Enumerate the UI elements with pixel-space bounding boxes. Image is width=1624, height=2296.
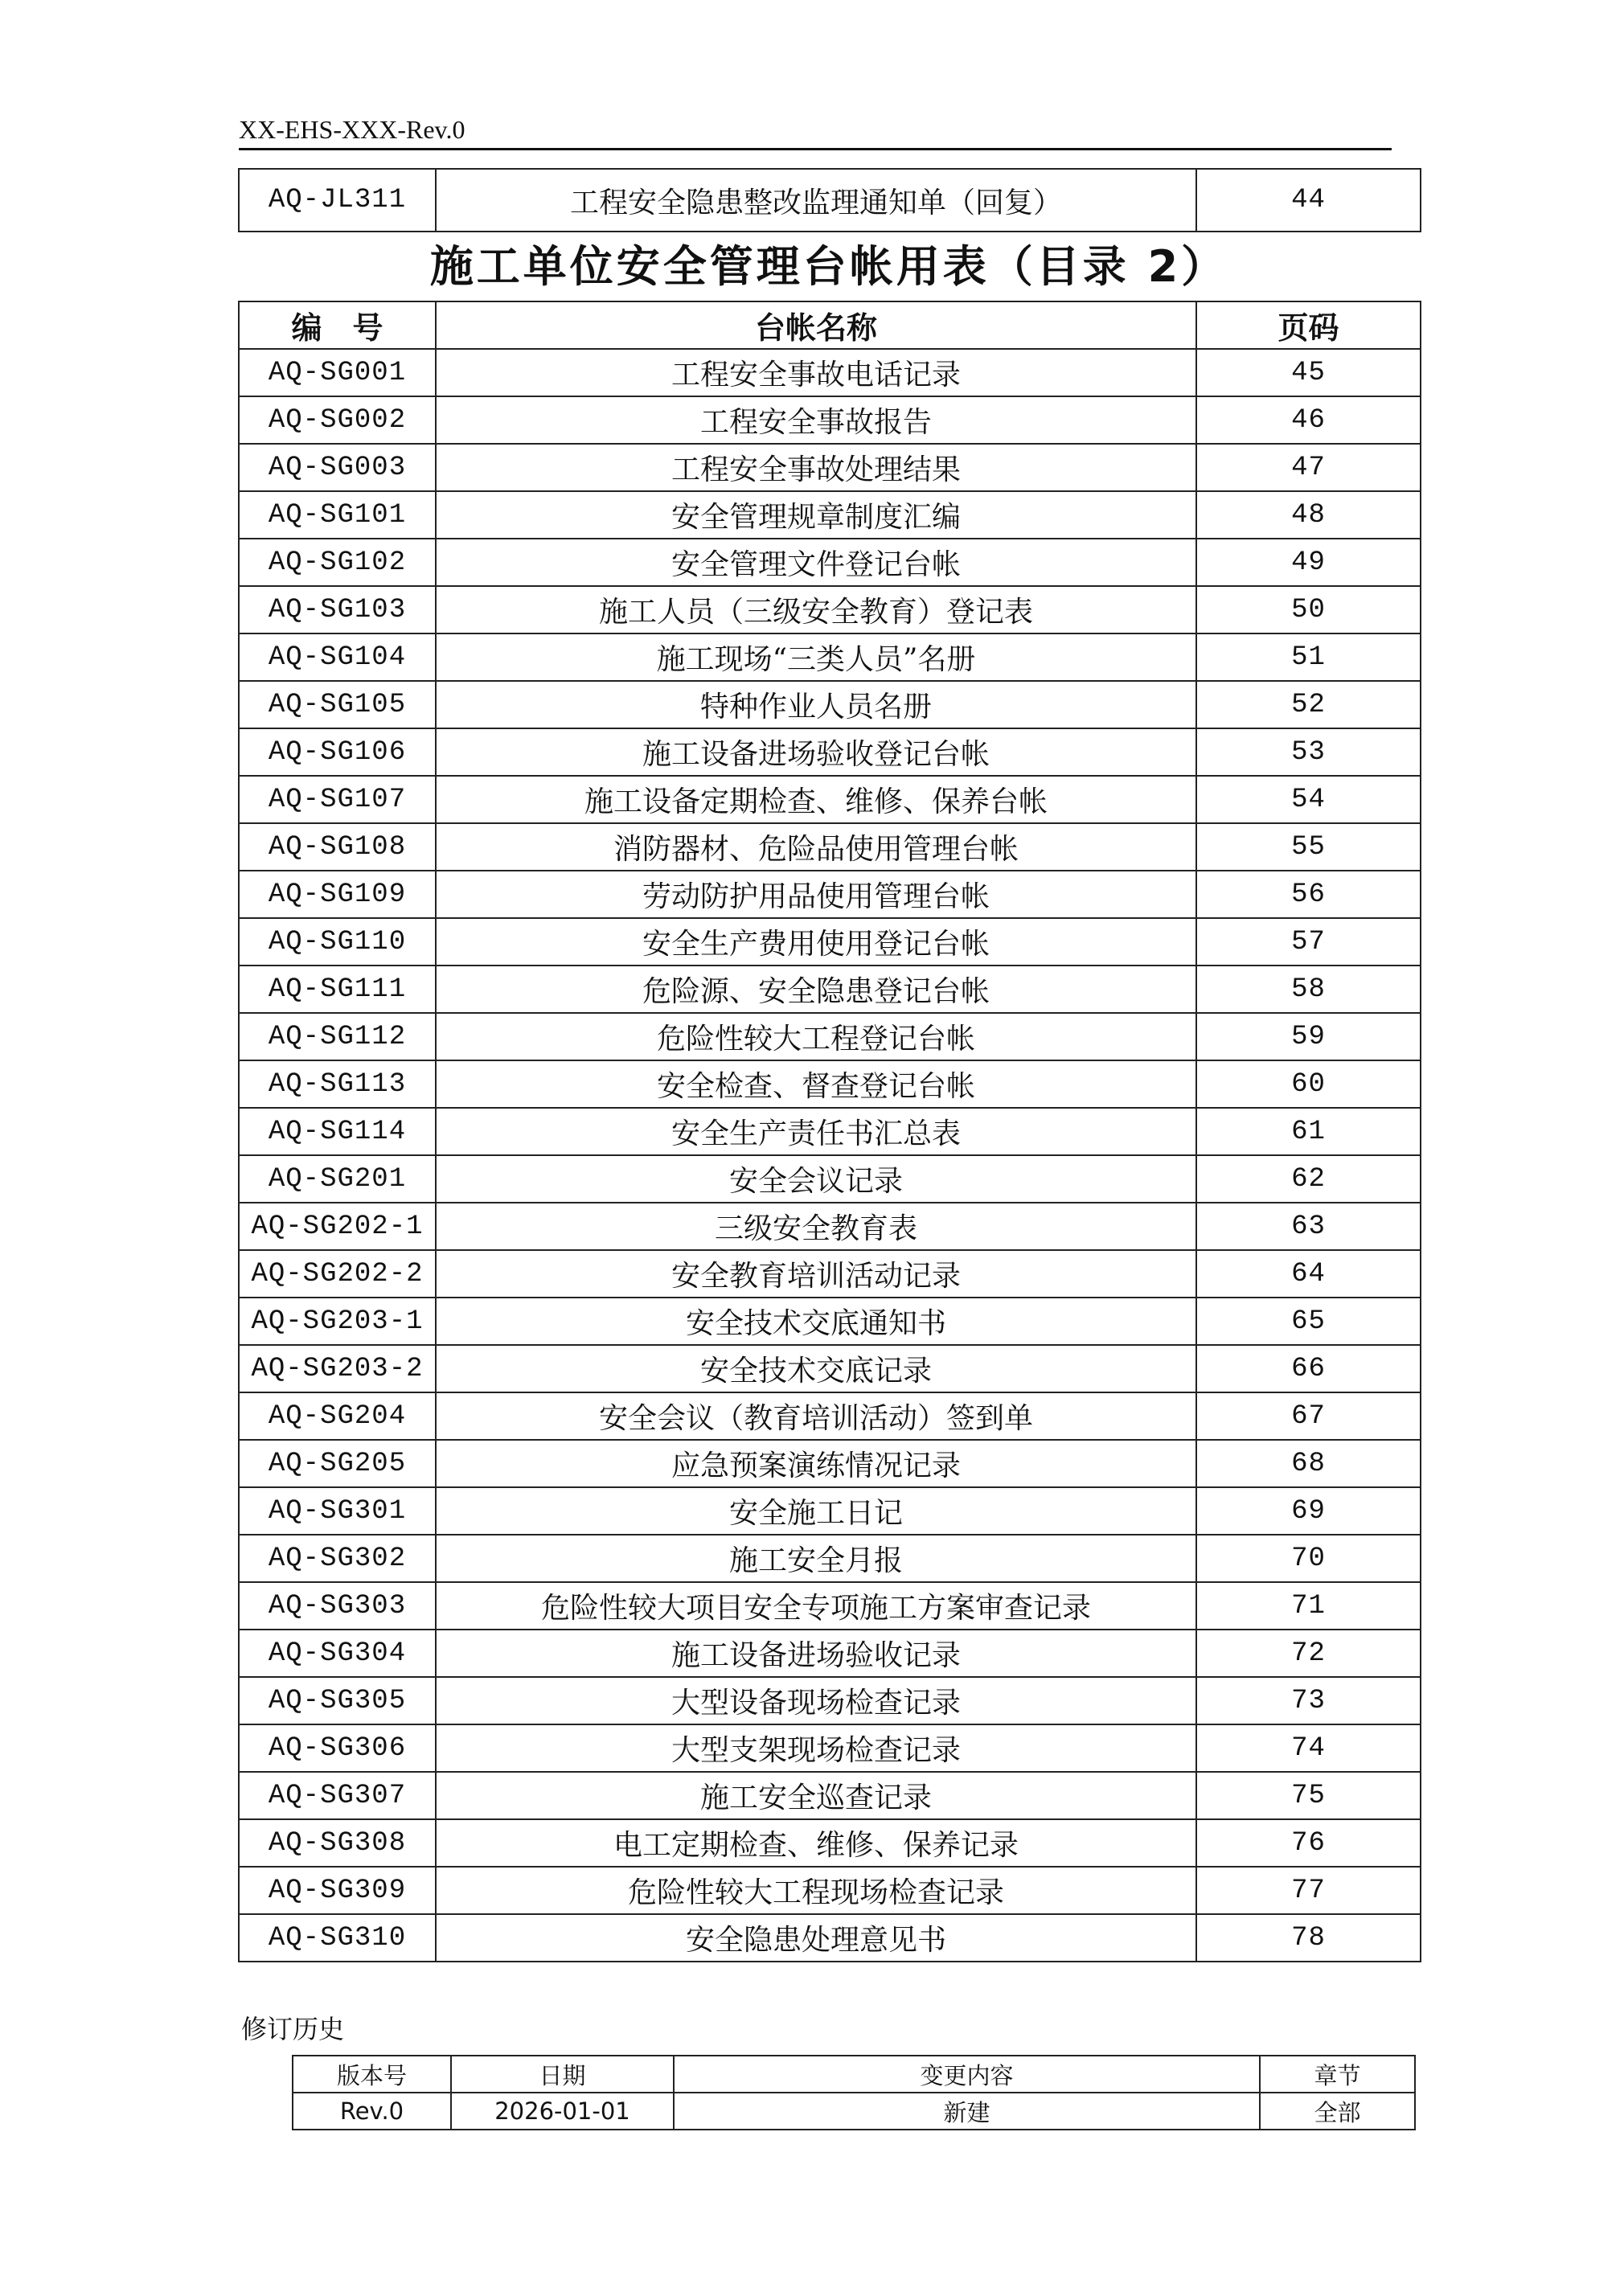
page-number: 57 <box>1196 918 1421 966</box>
form-code: AQ-JL311 <box>239 169 436 232</box>
form-code: AQ-SG302 <box>239 1535 436 1582</box>
page-number: 44 <box>1196 169 1421 232</box>
table-row <box>239 491 1421 539</box>
page-number: 67 <box>1196 1392 1421 1440</box>
form-name: 危险性较大项目安全专项施工方案审查记录 <box>436 1582 1196 1630</box>
revision-history-label: 修订历史 <box>241 2014 345 2044</box>
form-code: AQ-SG002 <box>239 396 436 444</box>
page-number: 65 <box>1196 1298 1421 1345</box>
page-number: 60 <box>1196 1060 1421 1108</box>
page-number: 70 <box>1196 1535 1421 1582</box>
form-name: 安全管理规章制度汇编 <box>436 491 1196 539</box>
page-number: 75 <box>1196 1772 1421 1819</box>
form-code: AQ-SG110 <box>239 918 436 966</box>
page-number: 73 <box>1196 1677 1421 1724</box>
table-row <box>239 586 1421 633</box>
form-name: 工程安全事故报告 <box>436 396 1196 444</box>
table-row <box>239 1060 1421 1108</box>
form-name: 安全技术交底记录 <box>436 1345 1196 1392</box>
table-row <box>239 1155 1421 1203</box>
form-code: AQ-SG112 <box>239 1013 436 1060</box>
revision-history-table <box>292 2055 1416 2130</box>
page-number: 72 <box>1196 1630 1421 1677</box>
table-row <box>239 1392 1421 1440</box>
table-row <box>239 1013 1421 1060</box>
page-number: 76 <box>1196 1819 1421 1867</box>
toc-continuation-table <box>238 168 1421 232</box>
page-number: 62 <box>1196 1155 1421 1203</box>
form-code: AQ-SG303 <box>239 1582 436 1630</box>
form-name: 安全管理文件登记台帐 <box>436 539 1196 586</box>
page-number: 51 <box>1196 633 1421 681</box>
form-code: AQ-SG205 <box>239 1440 436 1487</box>
form-name: 危险性较大工程登记台帐 <box>436 1013 1196 1060</box>
page-number: 61 <box>1196 1108 1421 1155</box>
form-name: 大型设备现场检查记录 <box>436 1677 1196 1724</box>
document-code-header: XX-EHS-XXX-Rev.0 <box>239 113 1392 150</box>
form-name: 工程安全事故电话记录 <box>436 349 1196 396</box>
table-row <box>239 1914 1421 1962</box>
form-name: 施工设备定期检查、维修、保养台帐 <box>436 776 1196 823</box>
table-row <box>239 1203 1421 1250</box>
table-row <box>239 444 1421 491</box>
form-code: AQ-SG304 <box>239 1630 436 1677</box>
form-name: 应急预案演练情况记录 <box>436 1440 1196 1487</box>
page-number: 50 <box>1196 586 1421 633</box>
form-code: AQ-SG106 <box>239 728 436 776</box>
column-header-page: 页码 <box>1196 301 1421 349</box>
table-row <box>239 396 1421 444</box>
form-code: AQ-SG105 <box>239 681 436 728</box>
form-code: AQ-SG104 <box>239 633 436 681</box>
form-code: AQ-SG102 <box>239 539 436 586</box>
table-row <box>239 169 1421 232</box>
form-name: 消防器材、危险品使用管理台帐 <box>436 823 1196 871</box>
table-row <box>239 1298 1421 1345</box>
page-number: 48 <box>1196 491 1421 539</box>
table-row <box>239 1819 1421 1867</box>
form-code: AQ-SG301 <box>239 1487 436 1535</box>
column-header-name: 台帐名称 <box>436 301 1196 349</box>
form-code: AQ-SG107 <box>239 776 436 823</box>
form-code: AQ-SG305 <box>239 1677 436 1724</box>
table-row <box>239 728 1421 776</box>
form-name: 工程安全事故处理结果 <box>436 444 1196 491</box>
table-row <box>239 918 1421 966</box>
form-name: 施工安全巡查记录 <box>436 1772 1196 1819</box>
date-value: 2026-01-01 <box>451 2093 674 2130</box>
page-number: 77 <box>1196 1867 1421 1914</box>
table-row <box>239 1440 1421 1487</box>
form-code: AQ-SG202-1 <box>239 1203 436 1250</box>
form-code: AQ-SG111 <box>239 966 436 1013</box>
form-code: AQ-SG201 <box>239 1155 436 1203</box>
table-row <box>239 633 1421 681</box>
page-number: 58 <box>1196 966 1421 1013</box>
form-name: 三级安全教育表 <box>436 1203 1196 1250</box>
form-name: 危险源、安全隐患登记台帐 <box>436 966 1196 1013</box>
form-name: 安全生产费用使用登记台帐 <box>436 918 1196 966</box>
table-row <box>239 681 1421 728</box>
form-name: 危险性较大工程现场检查记录 <box>436 1867 1196 1914</box>
page-number: 78 <box>1196 1914 1421 1962</box>
page-number: 63 <box>1196 1203 1421 1250</box>
column-header-date: 日期 <box>451 2056 674 2093</box>
page-number: 49 <box>1196 539 1421 586</box>
form-code: AQ-SG108 <box>239 823 436 871</box>
form-code: AQ-SG203-2 <box>239 1345 436 1392</box>
form-code: AQ-SG307 <box>239 1772 436 1819</box>
form-name: 安全教育培训活动记录 <box>436 1250 1196 1298</box>
form-name: 安全隐患处理意见书 <box>436 1914 1196 1962</box>
form-code: AQ-SG306 <box>239 1724 436 1772</box>
table-header-row <box>239 301 1421 349</box>
form-name: 安全技术交底通知书 <box>436 1298 1196 1345</box>
changes-value: 新建 <box>674 2093 1260 2130</box>
page-number: 71 <box>1196 1582 1421 1630</box>
form-name: 安全会议记录 <box>436 1155 1196 1203</box>
section-title: 施工单位安全管理台帐用表（目录 2） <box>429 241 1228 292</box>
form-name: 安全检查、督查登记台帐 <box>436 1060 1196 1108</box>
form-name: 安全生产责任书汇总表 <box>436 1108 1196 1155</box>
form-code: AQ-SG114 <box>239 1108 436 1155</box>
form-code: AQ-SG103 <box>239 586 436 633</box>
table-row <box>239 1108 1421 1155</box>
form-name: 大型支架现场检查记录 <box>436 1724 1196 1772</box>
form-name: 施工设备进场验收登记台帐 <box>436 728 1196 776</box>
form-name: 安全会议（教育培训活动）签到单 <box>436 1392 1196 1440</box>
form-code: AQ-SG310 <box>239 1914 436 1962</box>
table-row <box>239 1677 1421 1724</box>
table-row <box>239 1724 1421 1772</box>
page-number: 66 <box>1196 1345 1421 1392</box>
page-number: 59 <box>1196 1013 1421 1060</box>
table-row <box>239 823 1421 871</box>
column-header-version: 版本号 <box>293 2056 451 2093</box>
page-number: 64 <box>1196 1250 1421 1298</box>
form-name: 安全施工日记 <box>436 1487 1196 1535</box>
table-row <box>293 2093 1415 2130</box>
table-row <box>239 539 1421 586</box>
column-header-code: 编 号 <box>239 301 436 349</box>
page-number: 68 <box>1196 1440 1421 1487</box>
page-number: 53 <box>1196 728 1421 776</box>
table-row <box>239 1250 1421 1298</box>
form-code: AQ-SG202-2 <box>239 1250 436 1298</box>
section-value: 全部 <box>1260 2093 1415 2130</box>
page-number: 47 <box>1196 444 1421 491</box>
table-row <box>239 1630 1421 1677</box>
table-row <box>239 1345 1421 1392</box>
table-row <box>239 871 1421 918</box>
form-code: AQ-SG204 <box>239 1392 436 1440</box>
form-code: AQ-SG309 <box>239 1867 436 1914</box>
form-code: AQ-SG003 <box>239 444 436 491</box>
form-code: AQ-SG001 <box>239 349 436 396</box>
page-number: 45 <box>1196 349 1421 396</box>
column-header-changes: 变更内容 <box>674 2056 1260 2093</box>
page-number: 55 <box>1196 823 1421 871</box>
form-code: AQ-SG113 <box>239 1060 436 1108</box>
form-name: 施工设备进场验收记录 <box>436 1630 1196 1677</box>
page-number: 54 <box>1196 776 1421 823</box>
form-code: AQ-SG109 <box>239 871 436 918</box>
form-code: AQ-SG101 <box>239 491 436 539</box>
form-name: 施工安全月报 <box>436 1535 1196 1582</box>
page-number: 74 <box>1196 1724 1421 1772</box>
table-row <box>239 1772 1421 1819</box>
version-value: Rev.0 <box>293 2093 451 2130</box>
form-code: AQ-SG308 <box>239 1819 436 1867</box>
table-header-row <box>293 2056 1415 2093</box>
form-name: 施工人员（三级安全教育）登记表 <box>436 586 1196 633</box>
table-row <box>239 1487 1421 1535</box>
table-row <box>239 349 1421 396</box>
form-name: 施工现场“三类人员”名册 <box>436 633 1196 681</box>
page-number: 46 <box>1196 396 1421 444</box>
form-name: 电工定期检查、维修、保养记录 <box>436 1819 1196 1867</box>
table-row <box>239 1867 1421 1914</box>
toc-table <box>238 301 1421 1962</box>
column-header-section: 章节 <box>1260 2056 1415 2093</box>
table-row <box>239 776 1421 823</box>
form-name: 工程安全隐患整改监理通知单（回复） <box>436 169 1196 232</box>
form-code: AQ-SG203-1 <box>239 1298 436 1345</box>
table-row <box>239 1582 1421 1630</box>
page-number: 52 <box>1196 681 1421 728</box>
page-number: 56 <box>1196 871 1421 918</box>
table-row <box>239 1535 1421 1582</box>
page-number: 69 <box>1196 1487 1421 1535</box>
form-name: 劳动防护用品使用管理台帐 <box>436 871 1196 918</box>
form-name: 特种作业人员名册 <box>436 681 1196 728</box>
table-row <box>239 966 1421 1013</box>
